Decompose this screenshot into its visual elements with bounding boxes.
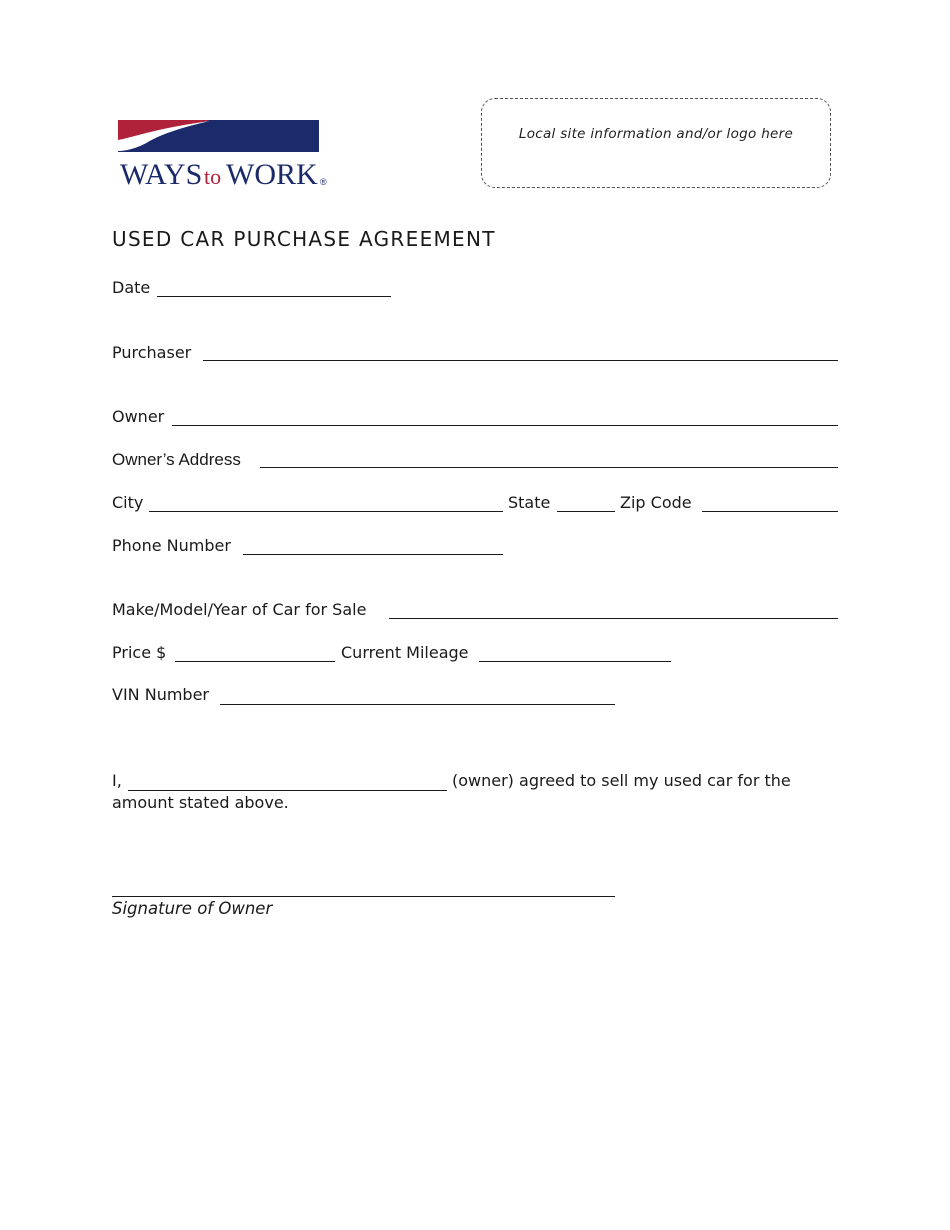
make-model-year-field[interactable] (389, 618, 838, 619)
document-title: USED CAR PURCHASE AGREEMENT (112, 227, 496, 251)
ways-to-work-logo (118, 118, 332, 190)
state-label: State (508, 493, 551, 512)
owner-label: Owner (112, 407, 165, 426)
logo-graphic (118, 118, 332, 190)
logo-ways-text: WAYS (120, 158, 203, 190)
logo-to-text: to (204, 164, 222, 189)
city-label: City (112, 493, 144, 512)
date-field[interactable] (157, 296, 391, 297)
price-label: Price $ (112, 643, 167, 662)
price-field[interactable] (175, 661, 335, 662)
phone-number-field[interactable] (243, 554, 503, 555)
date-label: Date (112, 278, 151, 297)
phone-number-label: Phone Number (112, 536, 231, 555)
owner-field[interactable] (172, 425, 838, 426)
current-mileage-label: Current Mileage (341, 643, 469, 662)
agreement-line-2: amount stated above. (112, 793, 289, 812)
purchaser-label: Purchaser (112, 343, 192, 362)
purchaser-field[interactable] (203, 360, 838, 361)
city-field[interactable] (149, 511, 503, 512)
zip-code-label: Zip Code (620, 493, 692, 512)
vin-number-field[interactable] (220, 704, 615, 705)
agreement-suffix: (owner) agreed to sell my used car for the (452, 771, 791, 790)
zip-code-field[interactable] (702, 511, 838, 512)
owner-address-field[interactable] (260, 467, 838, 468)
agreement-prefix: I, (112, 771, 122, 790)
local-site-info-text: Local site information and/or logo here (518, 126, 794, 142)
logo-work-text: WORK (226, 158, 318, 190)
current-mileage-field[interactable] (479, 661, 671, 662)
state-field[interactable] (557, 511, 615, 512)
logo-registered-mark: ® (320, 177, 327, 187)
agreement-owner-name-field[interactable] (128, 790, 447, 791)
vin-number-label: VIN Number (112, 685, 209, 704)
local-site-info-box (481, 98, 831, 188)
make-model-year-label: Make/Model/Year of Car for Sale (112, 600, 367, 619)
owner-address-label: Owner’s Address (112, 450, 241, 469)
signature-caption: Signature of Owner (112, 899, 273, 918)
owner-signature-field[interactable] (112, 896, 615, 897)
